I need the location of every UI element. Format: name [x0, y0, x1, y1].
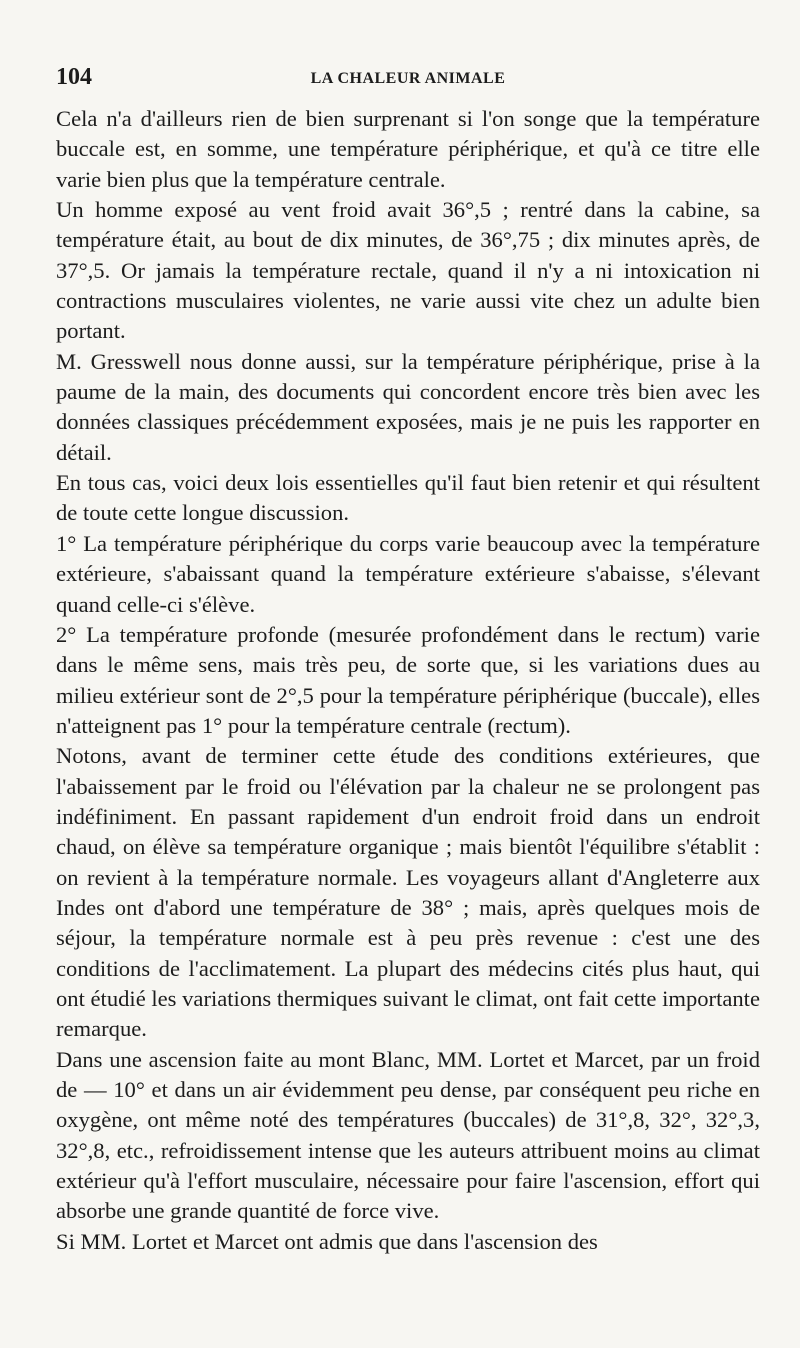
paragraph: M. Gresswell nous donne aussi, sur la température périphérique, prise à la paume de la main, des documents qui concordent encore très bien avec les données classiques précédemment exposées, mais je ne puis les rapporter en détail.	[56, 348, 760, 465]
paragraph: 1° La température périphérique du corps varie beaucoup avec la température extérieure, s'abaissant quand la température extérieure s'abaisse, s'élevant quand celle-ci s'élève.	[56, 530, 760, 617]
paragraph: Notons, avant de terminer cette étude des conditions extérieures, que l'abaissement par le froid ou l'élévation par la chaleur ne se prolongent pas indéfiniment. En passant rapidement d'un endroit froid dans un endroit chaud, on élève sa température organique ; mais bientôt l'équilibre s'établit : on revient à la température normale. Les voyageurs allant d'Angleterre aux Indes ont d'abord une température de 38° ; mais, après quelques mois de séjour, la température normale est à peu près revenue : c'est une des conditions de l'acclimatement. La plupart des médecins cités plus haut, qui ont étudié les variations thermiques suivant le climat, ont fait cette importante remarque.	[56, 743, 760, 1042]
paragraph: Dans une ascension faite au mont Blanc, MM. Lortet et Marcet, par un froid de — 10° et dans un air évidemment peu dense, par conséquent peu riche en oxygène, ont même noté des températures (buccales) de 31°,8, 32°, 32°,3, 32°,8, etc., refroidissement intense que les auteurs attribuent moins au climat extérieur qu'à l'effort musculaire, nécessaire pour faire l'ascension, effort qui absorbe une grande quantité de force vive.	[56, 1046, 760, 1224]
paragraph: Un homme exposé au vent froid avait 36°,5 ; rentré dans la cabine, sa température était, au bout de dix minutes, de 36°,75 ; dix minutes après, de 37°,5. Or jamais la température rectale, quand il n'y a ni intoxication ni contractions musculaires violentes, ne varie aussi vite chez un adulte bien portant.	[56, 197, 760, 344]
paragraph: En tous cas, voici deux lois essentielles qu'il faut bien retenir et qui résultent de toute cette longue discussion.	[56, 470, 760, 526]
paragraph: Si MM. Lortet et Marcet ont admis que dans l'ascension des	[56, 1228, 598, 1254]
page-number: 104	[56, 64, 92, 90]
paragraph: 2° La température profonde (mesurée profondément dans le rectum) varie dans le même sens, mais très peu, de sorte que, si les variations dues au milieu extérieur sont de 2°,5 pour la température périphérique (buccale), elles n'atteignent pas 1° pour la température centrale (rectum).	[56, 621, 760, 738]
running-head: LA CHALEUR ANIMALE	[310, 70, 506, 87]
page-header	[56, 62, 760, 92]
body-text	[56, 104, 760, 1257]
paragraph: Cela n'a d'ailleurs rien de bien surprenant si l'on songe que la température buccale est, en somme, une température périphérique, et qu'à ce titre elle varie bien plus que la température centrale.	[56, 106, 760, 192]
